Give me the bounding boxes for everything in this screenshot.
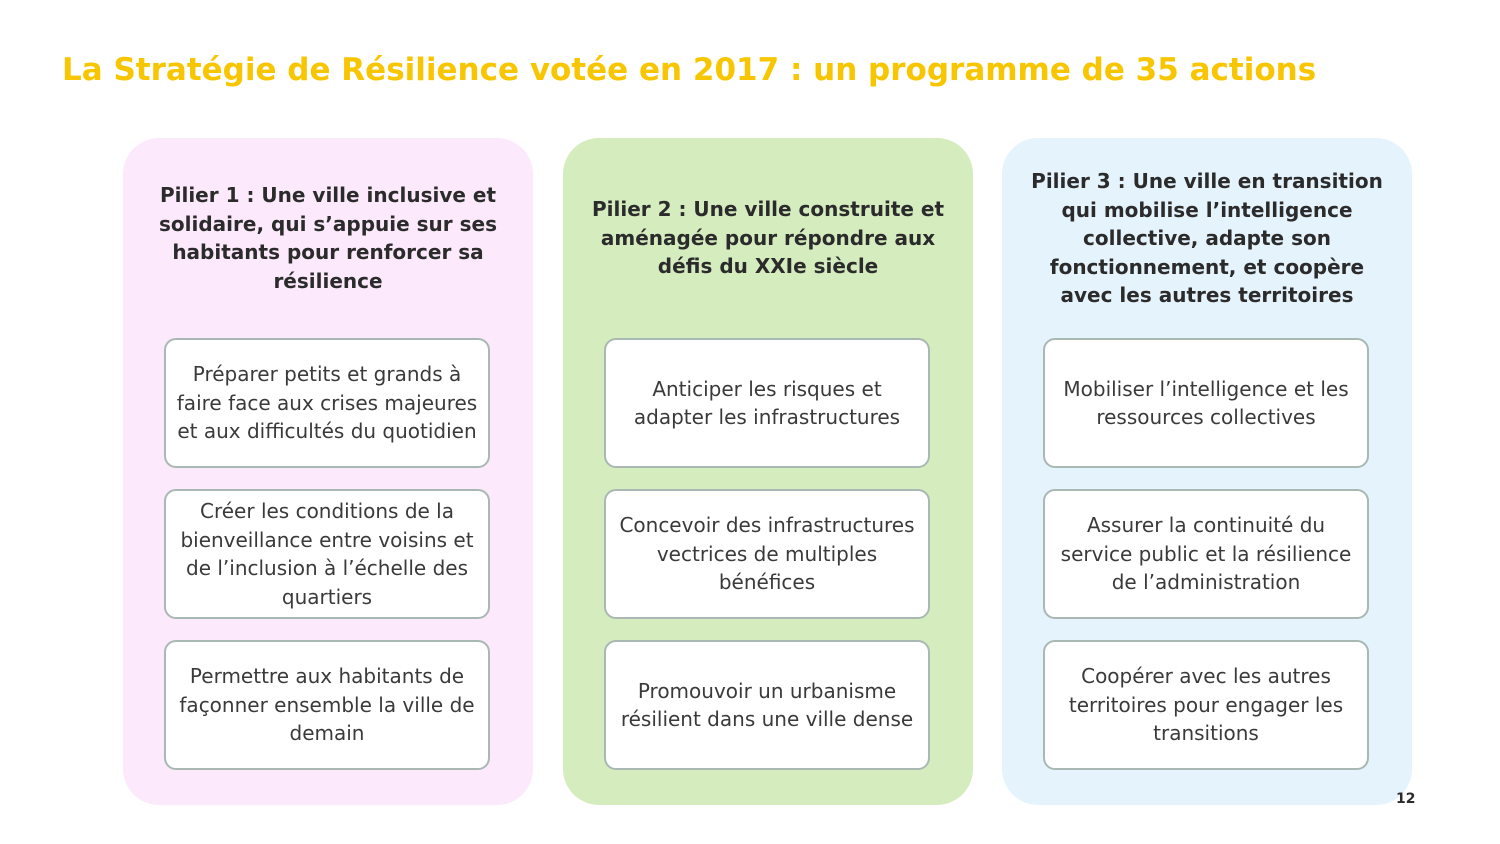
pillar-3-action-2-box: Assurer la continuité du service public et la résilience de l’administration [1043, 489, 1369, 619]
pillar-3-action-1-box: Mobiliser l’intelligence et les ressources collectives [1043, 338, 1369, 468]
pillar-2-action-3-box: Promouvoir un urbanisme résilient dans une ville dense [604, 640, 930, 770]
pillar-3-action-3-box: Coopérer avec les autres territoires pour engager les transitions [1043, 640, 1369, 770]
slide-title: La Stratégie de Résilience votée en 2017 : un programme de 35 actions [62, 52, 1317, 88]
pillar-3-heading: Pilier 3 : Une ville en transition qui mobilise l’intelligence collective, adapte son fonctionnement, et coopère avec les autres territoires [1031, 169, 1383, 307]
page-number: 12 [1396, 791, 1416, 807]
pillar-2-action-1-box: Anticiper les risques et adapter les infrastructures [604, 338, 930, 468]
pillar-2-action-2-box: Concevoir des infrastructures vectrices de multiples bénéfices [604, 489, 930, 619]
pillar-3-panel [1002, 138, 1412, 805]
pillar-1-action-1-box: Préparer petits et grands à faire face aux crises majeures et aux difficultés du quotidien [164, 338, 490, 468]
pillar-1-action-3-box: Permettre aux habitants de façonner ensemble la ville de demain [164, 640, 490, 770]
pillar-1-panel [123, 138, 533, 805]
pillar-2-panel [563, 138, 973, 805]
pillar-1-action-2-box: Créer les conditions de la bienveillance entre voisins et de l’inclusion à l’échelle des quartiers [164, 489, 490, 619]
pillar-2-heading: Pilier 2 : Une ville construite et aménagée pour répondre aux défis du XXIe siècle [591, 197, 945, 278]
pillar-1-heading: Pilier 1 : Une ville inclusive et solidaire, qui s’appuie sur ses habitants pour renforcer sa résilience [159, 183, 497, 293]
